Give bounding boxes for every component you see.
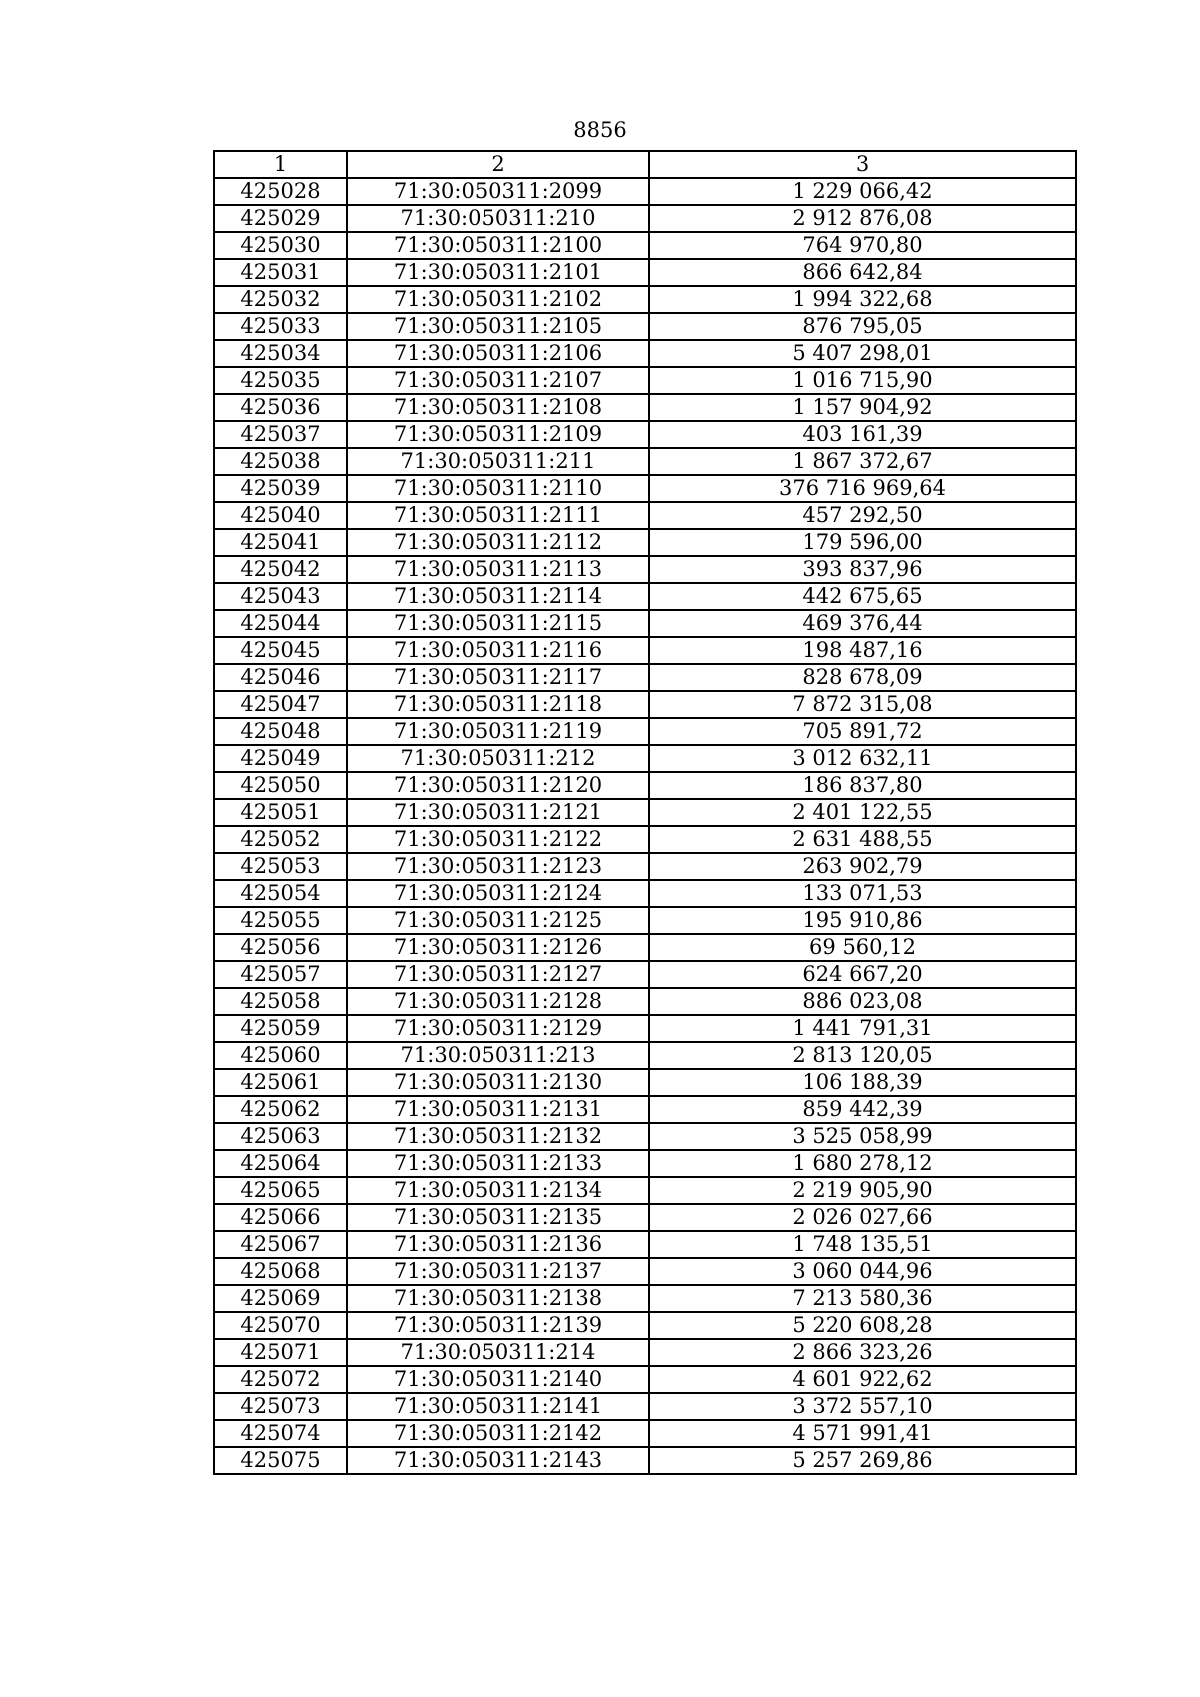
cadastral-number-cell: 71:30:050311:2121	[347, 799, 649, 826]
row-number-cell: 425057	[214, 961, 347, 988]
cadastral-number-cell: 71:30:050311:212	[347, 745, 649, 772]
table-row	[214, 961, 1076, 988]
row-number-cell: 425063	[214, 1123, 347, 1150]
table-row	[214, 583, 1076, 610]
value-cell: 2 813 120,05	[649, 1042, 1076, 1069]
page-number: 8856	[573, 118, 627, 142]
cadastral-number-cell: 71:30:050311:2106	[347, 340, 649, 367]
table-row	[214, 907, 1076, 934]
row-number-cell: 425052	[214, 826, 347, 853]
row-number-cell: 425034	[214, 340, 347, 367]
cadastral-number-cell: 71:30:050311:2141	[347, 1393, 649, 1420]
cadastral-number-cell: 71:30:050311:2099	[347, 178, 649, 205]
table-row	[214, 853, 1076, 880]
table-row	[214, 826, 1076, 853]
cadastral-number-cell: 71:30:050311:2131	[347, 1096, 649, 1123]
table-row	[214, 232, 1076, 259]
cadastral-number-cell: 71:30:050311:214	[347, 1339, 649, 1366]
table-row	[214, 475, 1076, 502]
table-row	[214, 1393, 1076, 1420]
cadastral-number-cell: 71:30:050311:2132	[347, 1123, 649, 1150]
value-cell: 5 220 608,28	[649, 1312, 1076, 1339]
row-number-cell: 425053	[214, 853, 347, 880]
table-row	[214, 637, 1076, 664]
cadastral-number-cell: 71:30:050311:2118	[347, 691, 649, 718]
cadastral-number-cell: 71:30:050311:2142	[347, 1420, 649, 1447]
cadastral-number-cell: 71:30:050311:2102	[347, 286, 649, 313]
table-row	[214, 1177, 1076, 1204]
row-number-cell: 425037	[214, 421, 347, 448]
table-row	[214, 988, 1076, 1015]
row-number-cell: 425046	[214, 664, 347, 691]
row-number-cell: 425055	[214, 907, 347, 934]
value-cell: 457 292,50	[649, 502, 1076, 529]
row-number-cell: 425066	[214, 1204, 347, 1231]
cadastral-number-cell: 71:30:050311:2120	[347, 772, 649, 799]
cadastral-number-cell: 71:30:050311:2126	[347, 934, 649, 961]
row-number-cell: 425049	[214, 745, 347, 772]
value-cell: 4 601 922,62	[649, 1366, 1076, 1393]
table-row	[214, 1204, 1076, 1231]
row-number-cell: 425067	[214, 1231, 347, 1258]
value-cell: 5 407 298,01	[649, 340, 1076, 367]
cadastral-number-cell: 71:30:050311:2122	[347, 826, 649, 853]
table-row	[214, 1123, 1076, 1150]
table-row	[214, 1015, 1076, 1042]
table-row	[214, 691, 1076, 718]
row-number-cell: 425054	[214, 880, 347, 907]
row-number-cell: 425072	[214, 1366, 347, 1393]
table-row	[214, 610, 1076, 637]
cadastral-number-cell: 71:30:050311:2125	[347, 907, 649, 934]
row-number-cell: 425074	[214, 1420, 347, 1447]
row-number-cell: 425070	[214, 1312, 347, 1339]
table-row	[214, 772, 1076, 799]
table-row	[214, 1339, 1076, 1366]
cadastral-number-cell: 71:30:050311:2111	[347, 502, 649, 529]
table-row	[214, 367, 1076, 394]
table-row	[214, 1258, 1076, 1285]
table-row	[214, 1042, 1076, 1069]
row-number-cell: 425043	[214, 583, 347, 610]
table-row	[214, 1285, 1076, 1312]
value-cell: 195 910,86	[649, 907, 1076, 934]
value-cell: 3 525 058,99	[649, 1123, 1076, 1150]
row-number-cell: 425050	[214, 772, 347, 799]
cadastral-number-cell: 71:30:050311:2101	[347, 259, 649, 286]
value-cell: 403 161,39	[649, 421, 1076, 448]
value-cell: 186 837,80	[649, 772, 1076, 799]
cadastral-number-cell: 71:30:050311:2129	[347, 1015, 649, 1042]
table-row	[214, 1231, 1076, 1258]
table-row	[214, 1150, 1076, 1177]
cadastral-number-cell: 71:30:050311:2114	[347, 583, 649, 610]
cadastral-number-cell: 71:30:050311:2119	[347, 718, 649, 745]
value-cell: 1 441 791,31	[649, 1015, 1076, 1042]
value-cell: 1 157 904,92	[649, 394, 1076, 421]
value-cell: 442 675,65	[649, 583, 1076, 610]
row-number-cell: 425032	[214, 286, 347, 313]
row-number-cell: 425041	[214, 529, 347, 556]
value-cell: 133 071,53	[649, 880, 1076, 907]
cadastral-number-cell: 71:30:050311:2138	[347, 1285, 649, 1312]
cadastral-number-cell: 71:30:050311:2107	[347, 367, 649, 394]
cadastral-number-cell: 71:30:050311:2135	[347, 1204, 649, 1231]
value-cell: 7 872 315,08	[649, 691, 1076, 718]
value-cell: 876 795,05	[649, 313, 1076, 340]
row-number-cell: 425033	[214, 313, 347, 340]
table-row	[214, 1069, 1076, 1096]
value-cell: 764 970,80	[649, 232, 1076, 259]
cadastral-number-cell: 71:30:050311:2123	[347, 853, 649, 880]
table-row	[214, 421, 1076, 448]
row-number-cell: 425042	[214, 556, 347, 583]
cadastral-number-cell: 71:30:050311:2100	[347, 232, 649, 259]
row-number-cell: 425056	[214, 934, 347, 961]
value-cell: 2 401 122,55	[649, 799, 1076, 826]
row-number-cell: 425030	[214, 232, 347, 259]
value-cell: 705 891,72	[649, 718, 1076, 745]
cadastral-number-cell: 71:30:050311:2137	[347, 1258, 649, 1285]
table-row	[214, 529, 1076, 556]
cadastral-number-cell: 71:30:050311:2128	[347, 988, 649, 1015]
table-row	[214, 205, 1076, 232]
cadastral-number-cell: 71:30:050311:2117	[347, 664, 649, 691]
value-cell: 263 902,79	[649, 853, 1076, 880]
row-number-cell: 425044	[214, 610, 347, 637]
cadastral-number-cell: 71:30:050311:2112	[347, 529, 649, 556]
table-row	[214, 286, 1076, 313]
row-number-cell: 425038	[214, 448, 347, 475]
value-cell: 4 571 991,41	[649, 1420, 1076, 1447]
cadastral-number-cell: 71:30:050311:2140	[347, 1366, 649, 1393]
row-number-cell: 425040	[214, 502, 347, 529]
table-row	[214, 1420, 1076, 1447]
cadastral-number-cell: 71:30:050311:2130	[347, 1069, 649, 1096]
table-row	[214, 394, 1076, 421]
value-cell: 3 012 632,11	[649, 745, 1076, 772]
value-cell: 376 716 969,64	[649, 475, 1076, 502]
cadastral-number-cell: 71:30:050311:2127	[347, 961, 649, 988]
cadastral-number-cell: 71:30:050311:210	[347, 205, 649, 232]
table-row	[214, 313, 1076, 340]
value-cell: 828 678,09	[649, 664, 1076, 691]
row-number-cell: 425068	[214, 1258, 347, 1285]
value-cell: 1 680 278,12	[649, 1150, 1076, 1177]
table-row	[214, 178, 1076, 205]
table-row	[214, 448, 1076, 475]
value-cell: 106 188,39	[649, 1069, 1076, 1096]
row-number-cell: 425029	[214, 205, 347, 232]
value-cell: 179 596,00	[649, 529, 1076, 556]
header-cell-2: 2	[347, 151, 649, 178]
row-number-cell: 425028	[214, 178, 347, 205]
cadastral-number-cell: 71:30:050311:2109	[347, 421, 649, 448]
row-number-cell: 425061	[214, 1069, 347, 1096]
cadastral-number-cell: 71:30:050311:2105	[347, 313, 649, 340]
value-cell: 5 257 269,86	[649, 1447, 1076, 1474]
table-row	[214, 340, 1076, 367]
table-row	[214, 1366, 1076, 1393]
table-row	[214, 556, 1076, 583]
row-number-cell: 425069	[214, 1285, 347, 1312]
table-row	[214, 880, 1076, 907]
table-row	[214, 502, 1076, 529]
cadastral-number-cell: 71:30:050311:2139	[347, 1312, 649, 1339]
row-number-cell: 425075	[214, 1447, 347, 1474]
value-cell: 3 372 557,10	[649, 1393, 1076, 1420]
row-number-cell: 425035	[214, 367, 347, 394]
row-number-cell: 425059	[214, 1015, 347, 1042]
row-number-cell: 425048	[214, 718, 347, 745]
table-body	[214, 151, 1076, 1474]
value-cell: 2 026 027,66	[649, 1204, 1076, 1231]
row-number-cell: 425039	[214, 475, 347, 502]
value-cell: 2 219 905,90	[649, 1177, 1076, 1204]
table-row	[214, 1312, 1076, 1339]
header-cell-3: 3	[649, 151, 1076, 178]
registry-table	[213, 150, 1077, 1475]
value-cell: 866 642,84	[649, 259, 1076, 286]
row-number-cell: 425045	[214, 637, 347, 664]
row-number-cell: 425062	[214, 1096, 347, 1123]
cadastral-number-cell: 71:30:050311:211	[347, 448, 649, 475]
value-cell: 1 229 066,42	[649, 178, 1076, 205]
cadastral-number-cell: 71:30:050311:2134	[347, 1177, 649, 1204]
table-row	[214, 718, 1076, 745]
row-number-cell: 425051	[214, 799, 347, 826]
table-header-row	[214, 151, 1076, 178]
value-cell: 3 060 044,96	[649, 1258, 1076, 1285]
value-cell: 2 866 323,26	[649, 1339, 1076, 1366]
value-cell: 1 867 372,67	[649, 448, 1076, 475]
row-number-cell: 425060	[214, 1042, 347, 1069]
value-cell: 859 442,39	[649, 1096, 1076, 1123]
row-number-cell: 425065	[214, 1177, 347, 1204]
cadastral-number-cell: 71:30:050311:213	[347, 1042, 649, 1069]
table-row	[214, 664, 1076, 691]
row-number-cell: 425071	[214, 1339, 347, 1366]
cadastral-number-cell: 71:30:050311:2113	[347, 556, 649, 583]
header-cell-1: 1	[214, 151, 347, 178]
row-number-cell: 425073	[214, 1393, 347, 1420]
cadastral-number-cell: 71:30:050311:2143	[347, 1447, 649, 1474]
value-cell: 1 994 322,68	[649, 286, 1076, 313]
row-number-cell: 425031	[214, 259, 347, 286]
value-cell: 2 912 876,08	[649, 205, 1076, 232]
cadastral-number-cell: 71:30:050311:2124	[347, 880, 649, 907]
value-cell: 393 837,96	[649, 556, 1076, 583]
table-row	[214, 1096, 1076, 1123]
row-number-cell: 425058	[214, 988, 347, 1015]
value-cell: 69 560,12	[649, 934, 1076, 961]
value-cell: 1 748 135,51	[649, 1231, 1076, 1258]
value-cell: 886 023,08	[649, 988, 1076, 1015]
value-cell: 624 667,20	[649, 961, 1076, 988]
cadastral-number-cell: 71:30:050311:2133	[347, 1150, 649, 1177]
value-cell: 7 213 580,36	[649, 1285, 1076, 1312]
value-cell: 469 376,44	[649, 610, 1076, 637]
table-row	[214, 799, 1076, 826]
table-row	[214, 259, 1076, 286]
cadastral-number-cell: 71:30:050311:2136	[347, 1231, 649, 1258]
row-number-cell: 425064	[214, 1150, 347, 1177]
cadastral-number-cell: 71:30:050311:2115	[347, 610, 649, 637]
value-cell: 198 487,16	[649, 637, 1076, 664]
value-cell: 1 016 715,90	[649, 367, 1076, 394]
row-number-cell: 425047	[214, 691, 347, 718]
cadastral-number-cell: 71:30:050311:2108	[347, 394, 649, 421]
table-row	[214, 1447, 1076, 1474]
value-cell: 2 631 488,55	[649, 826, 1076, 853]
row-number-cell: 425036	[214, 394, 347, 421]
table-row	[214, 745, 1076, 772]
cadastral-number-cell: 71:30:050311:2110	[347, 475, 649, 502]
table-row	[214, 934, 1076, 961]
cadastral-number-cell: 71:30:050311:2116	[347, 637, 649, 664]
